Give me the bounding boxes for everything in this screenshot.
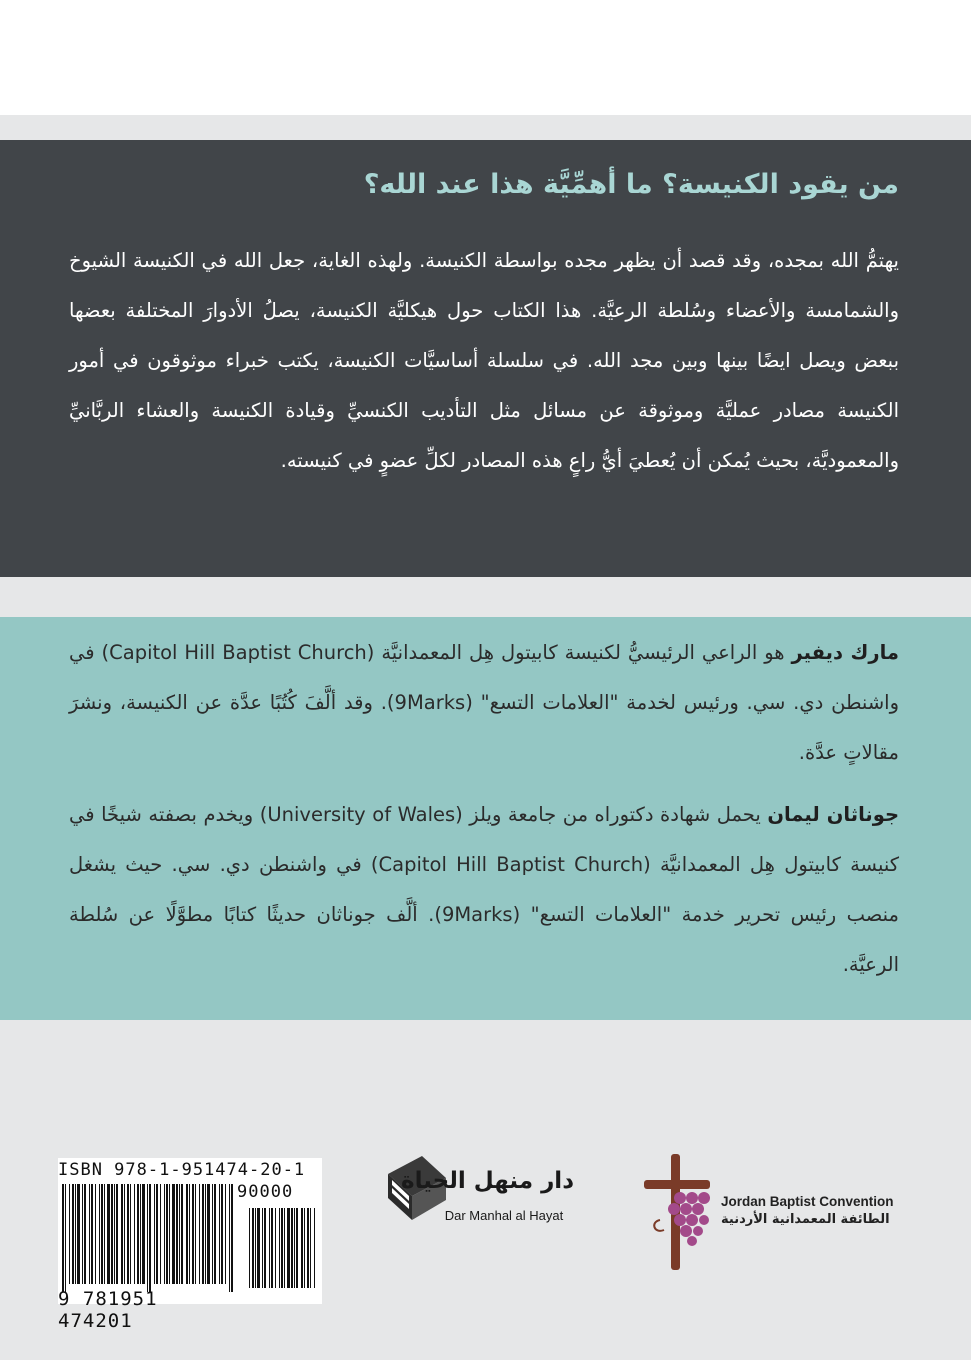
barcode-bar [307,1208,309,1288]
barcode-bar [134,1184,135,1284]
middle-grey-band [0,577,971,617]
barcode-bar [101,1184,103,1284]
barcode-bar [137,1184,139,1284]
author-name-2: جوناثان ليمان [767,803,899,826]
barcode-bar [225,1184,226,1284]
author-name-1: مارك ديفير [791,641,899,664]
barcode-bar [189,1184,190,1284]
author-bio-2 [69,790,899,990]
author-bio-1 [69,628,899,778]
barcode-bar [310,1208,311,1288]
barcode-bar [166,1184,168,1284]
barcode-bar [214,1184,216,1284]
barcode-bar [124,1184,125,1284]
convention-name-arabic: الطائفة المعمدانية الأردنية [721,1212,890,1227]
back-cover-heading: من يقود الكنيسة؟ ما أهمِّيَّة هذا عند الله؟ [363,169,899,200]
barcode-bar [314,1208,315,1288]
barcode-bar [291,1208,293,1288]
barcode-bar [221,1184,223,1284]
author-bio-text-1: هو الراعي الرئيسيُّ لكنيسة كابيتول هِل المعمدانيَّة (Capitol Hill Baptist Church) في واشنطن دي. سي. ورئيس لخدمة "العلامات التسع" (9Marks). وقد ألَّفَ كُتُبًا عدَّة عن الكنيسة، ونشرَ مقالاتٍ عدَّة. [69,641,899,764]
barcode-bar [231,1184,233,1292]
isbn-text: ISBN 978-1-951474-20-1 [58,1160,306,1180]
barcode-bar [111,1184,113,1284]
barcode-bar [207,1184,210,1284]
barcode-bar [65,1184,66,1292]
barcode-bar [229,1184,230,1292]
barcode-bar [127,1184,129,1284]
barcode-bar [69,1184,70,1284]
barcode-bar [212,1184,213,1284]
barcode-bar [142,1184,145,1284]
barcode-bar [294,1208,295,1288]
barcode-bar [116,1184,118,1284]
author-bio-text-2: يحمل شهادة دكتوراه من جامعة ويلز (University of Wales) ويخدم بصفته شيخًا في كنيسة كابيتول هِل المعمدانيَّة (Capitol Hill Baptist Church) في واشنطن دي. سي. حيث يشغل منصب رئيس تحرير خدمة "العلامات التسع" (9Marks). ألَّف جوناثان حديثًا كتابًا مطوَّلًا عن سُلطة الرعيَّة. [69,803,900,976]
barcode-bar [169,1184,170,1284]
book-summary: يهتمُّ الله بمجده، وقد قصد أن يظهر مجده بواسطة الكنيسة. ولهذه الغاية، جعل الله في الكنيسة الشيوخ والشمامسة والأعضاء وسُلطة الرعيَّة. هذا الكتاب حول هيكليَّة الكنيسة، يصلُ الأدوارَ المختلفة بعضها ببعض ويصل ايضًا بينها وبين مجد الله. في سلسلة أساسيَّات الكنيسة، يكتب خبراء موثوقون في أمور الكنيسة مصادر عمليَّة وموثوقة عن مسائل مثل التأديب الكنسيِّ وقيادة الكنيسة والعشاء الربَّانيِّ والمعموديَّة، بحيث يُمكن أن يُعطيَ أيُّ راعٍ هذه المصادر لكلِّ عضوٍ في كنيسته. [69,249,899,472]
publisher-name-english: Dar Manhal al Hayat [444,1208,564,1223]
barcode-bar [205,1184,206,1284]
barcode-bar [257,1208,260,1288]
barcode-bar [275,1208,276,1288]
barcode-bar [82,1184,83,1284]
barcode-bar [140,1184,141,1284]
barcode-bar [164,1184,165,1284]
barcode-bar [249,1208,250,1288]
barcode-bar [181,1184,183,1284]
barcode-bar [84,1184,86,1284]
barcode-bar [269,1208,270,1288]
barcode-bar [104,1184,105,1284]
barcode-bar [99,1184,100,1284]
barcode-bar [172,1184,175,1284]
top-grey-band [0,115,971,140]
barcode-number: 9 781951 474201 [58,1288,158,1332]
barcode-bar [147,1184,148,1292]
barcode-bar [62,1184,64,1292]
barcode-bar [271,1208,273,1288]
barcode-bar [154,1184,155,1284]
barcode-bar [107,1184,110,1284]
barcode-bar [284,1208,285,1288]
barcode-bar [195,1184,196,1284]
barcode-bar [149,1184,151,1292]
barcode-bar [160,1184,161,1284]
barcode-bar [77,1184,80,1284]
publisher-name-arabic: دار منهل الحياة [401,1168,574,1194]
price-code: 90000 [237,1182,294,1202]
barcode-bar [192,1184,194,1284]
barcode-bar [287,1208,290,1288]
barcode-bar [304,1208,305,1288]
barcode-bar [179,1184,180,1284]
barcode-bar [255,1208,256,1288]
barcode-bar [296,1208,298,1288]
barcode-bar [262,1208,263,1288]
barcode-bar [156,1184,158,1284]
barcode-bar [75,1184,76,1284]
barcode-bar [202,1184,204,1284]
barcode-bar [199,1184,200,1284]
barcode-bar [121,1184,123,1284]
barcode-bar [252,1208,254,1288]
barcode-bar [176,1184,178,1284]
barcode-bar [301,1208,303,1288]
barcode-bar [281,1208,283,1288]
barcode-bar [219,1184,220,1284]
barcode-bar [279,1208,280,1288]
barcode-bar [91,1184,93,1284]
barcode-bar [95,1184,96,1284]
barcode-bar [130,1184,131,1284]
barcode-bar [114,1184,115,1284]
barcode-bar [264,1208,266,1288]
barcode-bar [72,1184,74,1284]
convention-name-english: Jordan Baptist Convention [721,1194,894,1209]
barcode-bar [89,1184,90,1284]
cross-grapes-icon [640,1150,716,1274]
barcode-bar [186,1184,188,1284]
